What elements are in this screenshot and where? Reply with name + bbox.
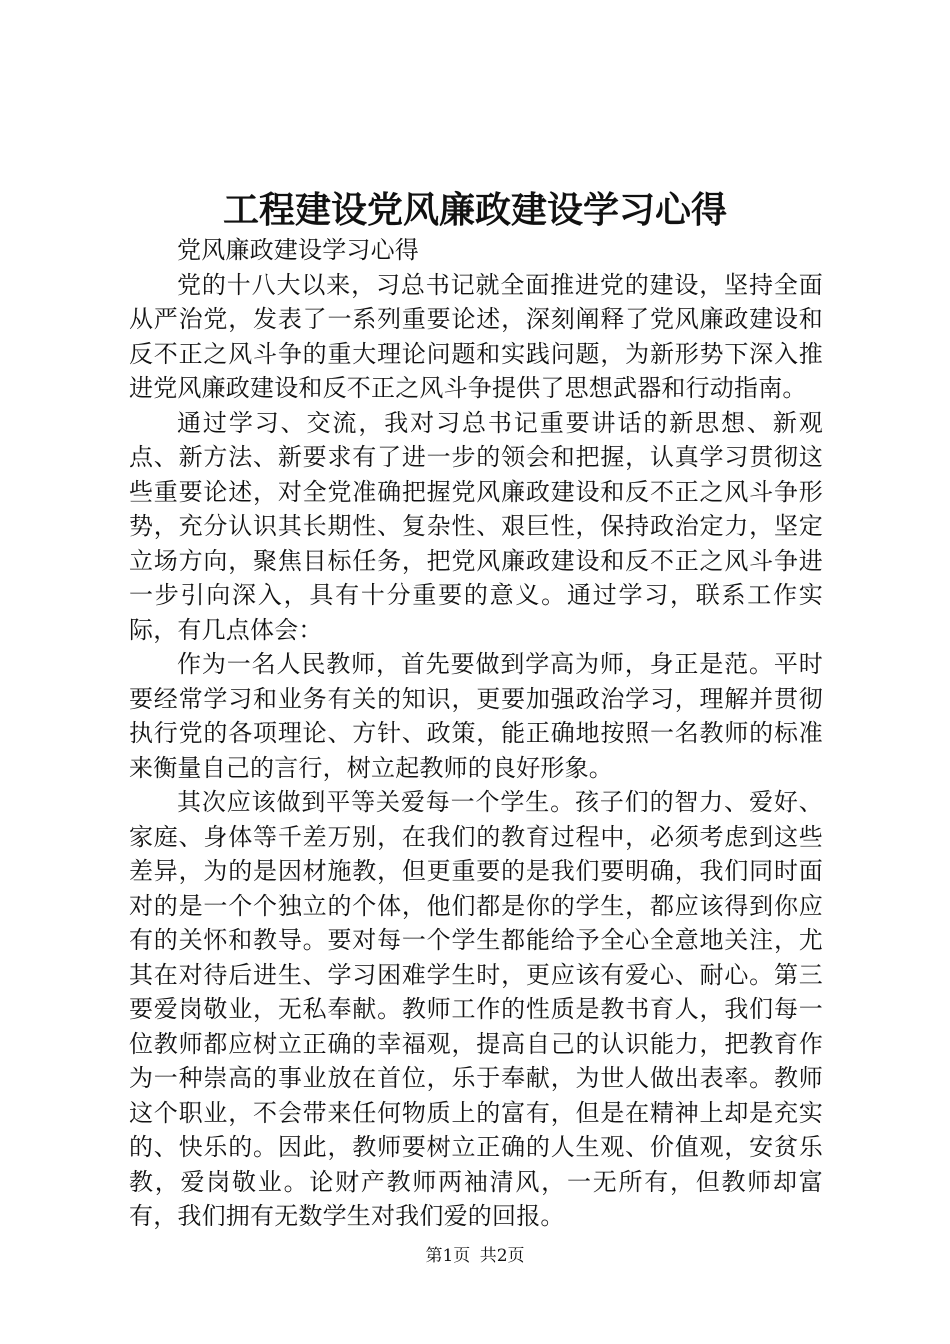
paragraph-3: 作为一名人民教师，首先要做到学高为师，身正是范。平时要经常学习和业务有关的知识，更要加强政治学习，理解并贯彻执行党的各项理论、方针、政策，能正确地按照一名教师的标准来衡量自己的言行，树立起教师的良好形象。 (129, 650, 823, 782)
paragraph-4: 其次应该做到平等关爱每一个学生。孩子们的智力、爱好、家庭、身体等千差万别，在我们的教育过程中，必须考虑到这些差异，为的是因材施教，但更重要的是我们要明确，我们同时面对的是一个个独立的个体，他们都是你的学生，都应该得到你应有的关怀和教导。要对每一个学生都能给予全心全意地关注，尤其在对待后进生、学习困难学生时，更应该有爱心、耐心。第三要爱岗敬业，无私奉献。教师工作的性质是教书育人，我们每一位教师都应树立正确的幸福观，提高自己的认识能力，把教育作为一种崇高的事业放在首位，乐于奉献，为世人做出表率。教师这个职业，不会带来任何物质上的富有，但是在精神上却是充实的、快乐的。因此，教师要树立正确的人生观、价值观，安贫乐教，爱岗敬业。论财产教师两袖清风，一无所有，但教师却富有，我们拥有无数学生对我们爱的回报。 (129, 788, 823, 1230)
subtitle-paragraph: 党风廉政建设学习心得 (177, 236, 419, 264)
document-body (129, 233, 823, 1234)
paragraph-2: 通过学习、交流，我对习总书记重要讲话的新思想、新观点、新方法、新要求有了进一步的领会和把握，认真学习贯彻这些重要论述，对全党准确把握党风廉政建设和反不正之风斗争形势，充分认识其长期性、复杂性、艰巨性，保持政治定力，坚定立场方向，聚焦目标任务，把党风廉政建设和反不正之风斗争进一步引向深入，具有十分重要的意义。通过学习，联系工作实际，有几点体会： (129, 408, 823, 644)
document-title: 工程建设党风廉政建设学习心得 (222, 189, 727, 231)
paragraph-1: 党的十八大以来，习总书记就全面推进党的建设，坚持全面从严治党，发表了一系列重要论述，深刻阐释了党风廉政建设和反不正之风斗争的重大理论问题和实践问题，为新形势下深入推进党风廉政建设和反不正之风斗争提供了思想武器和行动指南。 (129, 270, 823, 402)
page-number-footer: 第1页 共2页 (425, 1246, 525, 1266)
